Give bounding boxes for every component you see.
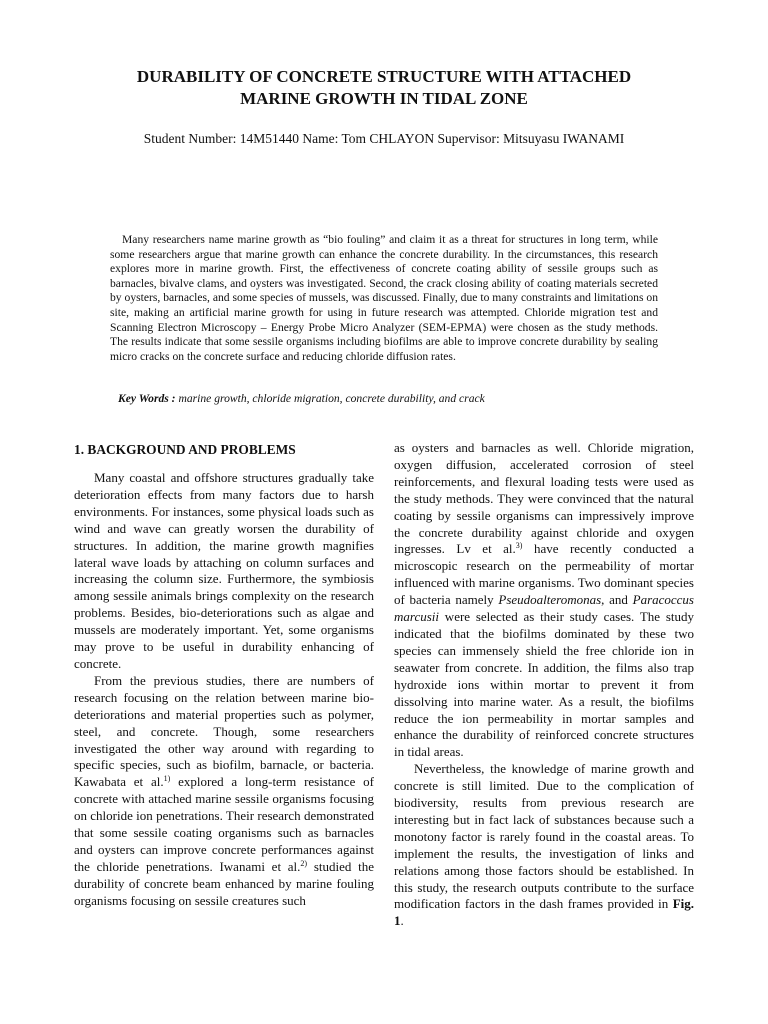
paragraph-text: have recently conducted a microscopic research on the permeability of mortar influenced with marine organisms. Two dominant species of bacteria namely: [394, 541, 694, 608]
section-heading: 1. BACKGROUND AND PROBLEMS: [74, 442, 296, 457]
paragraph-text: Nevertheless, the knowledge of marine growth and concrete is still limited. Due to the complication of biodiversity, results from previous research are interesting but in fact lack of substances because such a monotony factor is rarely found in the coastal areas. To implement the results, the investigation of links and relations among those factors should be established. In this study, the research outputs contribute to the surface modification factors in the dash frames provided in: [394, 761, 694, 912]
figure-reference: Fig. 1: [394, 896, 694, 929]
citation-ref-2: 2): [300, 858, 308, 868]
paper-title: [60, 66, 708, 110]
author-info: Student Number: 14M51440 Name: Tom CHLAYON Supervisor: Mitsuyasu IWANAMI: [143, 131, 625, 146]
title-line-1: DURABILITY OF CONCRETE STRUCTURE WITH ATTACHED: [136, 67, 632, 86]
paragraph-text: explored a long-term resistance of concrete with attached marine sessile organisms focusing on chloride ion penetrations. Their research demonstrated that some sessile coating organisms such as barnacles and oysters can improve concrete performances against the chloride penetrations. Iwanami et al.: [74, 774, 374, 874]
species-name: Paracoccus marcusii: [394, 592, 694, 625]
title-line-2: MARINE GROWTH IN TIDAL ZONE: [240, 89, 528, 108]
paragraph-right-1: [394, 440, 694, 761]
paragraph-text: From the previous studies, there are numbers of research focusing on the relation between marine bio-deteriorations and material properties such as polymer, steel, and concrete. Though, some researchers investigated the other way around with regarding to specific species, such as biofilm, barnacle, or bacteria. Kawabata et al.: [74, 672, 374, 790]
species-name: Pseudoalteromonas: [498, 592, 602, 608]
paragraph-text: studied the durability of concrete beam enhanced by marine fouling organisms focusing on sessile creatures such: [74, 858, 374, 908]
paragraph-left-2: [74, 673, 374, 910]
paragraph-text: .: [400, 913, 404, 929]
paragraph-right-2: [394, 761, 694, 930]
right-column: [394, 440, 694, 930]
paragraph-text: were selected as their study cases. The study indicated that the biofilms dominated by these two species can immensely shield the free chloride ion in seawater from concrete. In addition, the films also trap hydroxide ions within mortar to prevent it from dissolving into marine water. As a result, the biofilms reduce the ion permeability in mortar samples and enhance the durability of reinforced concrete structures in tidal areas.: [394, 609, 694, 760]
paragraph-text: , and: [601, 592, 633, 608]
keywords: [118, 391, 658, 406]
citation-ref-1: 1): [163, 774, 171, 784]
paragraph-left-1: Many coastal and offshore structures gradually take deterioration effects from many factors due to harsh environments. For instances, some physical loads such as wind and wave can greatly worsen the durability of structures. In addition, the marine growth magnifies lateral wave loads by attaching on column surfaces and increasing the column size. Furthermore, the symbiosis among sessile animals brings complexity on the research problems. Besides, bio-deteriorations such as algae and mussels are moderately important. Yet, some organisms may prove to be useful in durability enhancing of concrete.: [74, 470, 374, 671]
paragraph-text: as oysters and barnacles as well. Chloride migration, oxygen diffusion, accelerated corrosion of steel reinforcements, and flexural loading tests were used as the study methods. They were convinced that the natural coating by sessile organisms can impressively improve the concrete durability against chloride and oxygen ingresses. Lv et al.: [394, 440, 694, 557]
left-column: [74, 438, 374, 910]
keywords-label: Key Words :: [118, 392, 176, 405]
abstract: Many researchers name marine growth as “bio fouling” and claim it as a threat for structures in long term, while some researchers argue that marine growth can enhance the concrete durability. In the circumstances, this research explores more in marine growth. First, the effectiveness of concrete coating ability of sessile groups such as barnacles, bivalve clams, and oysters was investigated. Second, the crack closing ability of coating materials secreted by oysters, barnacles, and some species of mussels, was discussed. Finally, due to many constraints and limitations on site, making an artificial marine growth for using in future research was attempted. Chloride migration test and Scanning Electron Microscopy – Energy Probe Micro Analyzer (SEM-EPMA) were chosen as the study methods. The results indicate that some sessile organisms including biofilms are able to improve concrete durability by sealing micro cracks on the concrete surface and reducing chloride diffusion rates.: [110, 233, 658, 363]
keywords-text: marine growth, chloride migration, concrete durability, and crack: [175, 392, 485, 405]
citation-ref-3: 3): [515, 541, 523, 551]
